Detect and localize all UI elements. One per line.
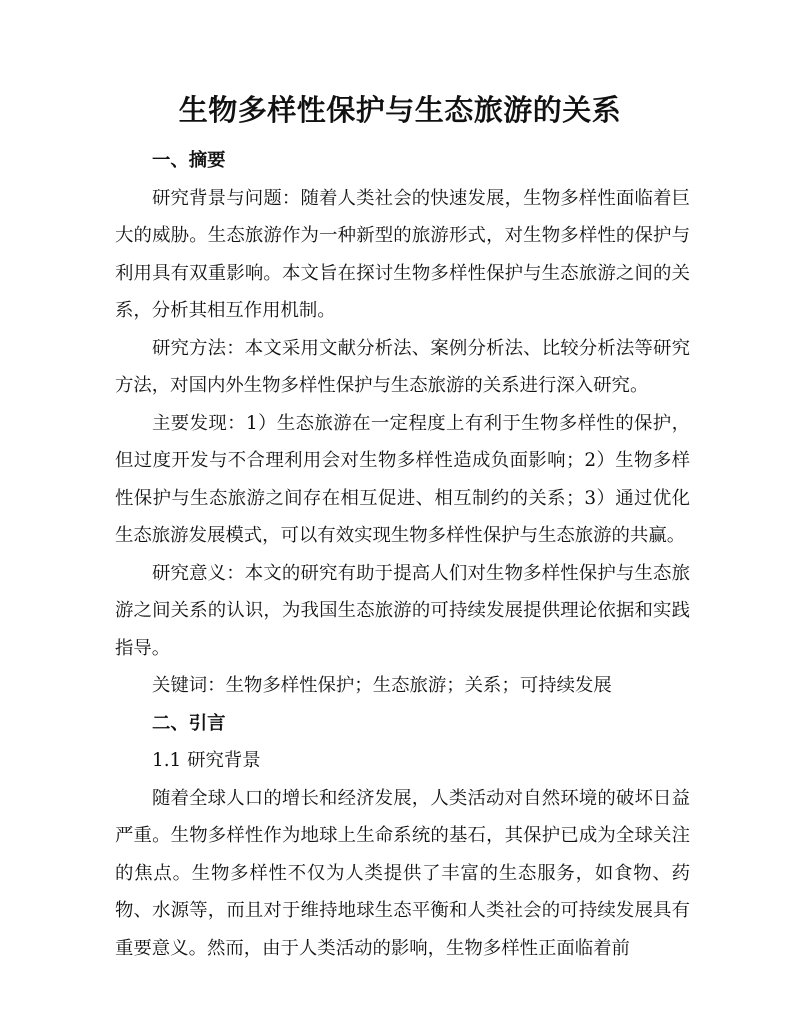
intro-paragraph: 随着全球人口的增长和经济发展，人类活动对自然环境的破坏日益严重。生物多样性作为地球上生命系统的基石，其保护已成为全球关注的焦点。生物多样性不仅为人类提供了丰富的生态服务，如食物、药物、水源等，而且对于维持地球生态平衡和人类社会的可持续发展具有重要意义。然而，由于人类活动的影响，生物多样性正面临着前 <box>115 787 690 959</box>
keywords-line: 关键词：生物多样性保护；生态旅游；关系；可持续发展 <box>152 675 612 696</box>
document-body <box>115 142 690 967</box>
abstract-heading: 一、摘要 <box>152 150 226 171</box>
methods-paragraph: 研究方法：本文采用文献分析法、案例分析法、比较分析法等研究方法，对国内外生物多样性保护与生态旅游的关系进行深入研究。 <box>115 337 690 396</box>
significance-paragraph: 研究意义：本文的研究有助于提高人们对生物多样性保护与生态旅游之间关系的认识，为我国生态旅游的可持续发展提供理论依据和实践指导。 <box>115 562 690 659</box>
intro-heading: 二、引言 <box>152 712 226 734</box>
page-title: 生物多样性保护与生态旅游的关系 <box>178 93 622 127</box>
background-paragraph: 研究背景与问题：随着人类社会的快速发展，生物多样性面临着巨大的威胁。生态旅游作为一种新型的旅游形式，对生物多样性的保护与利用具有双重影响。本文旨在探讨生物多样性保护与生态旅游之间的关系，分析其相互作用机制。 <box>115 187 690 321</box>
findings-paragraph: 主要发现：1）生态旅游在一定程度上有利于生物多样性的保护，但过度开发与不合理利用会对生物多样性造成负面影响；2）生物多样性保护与生态旅游之间存在相互促进、相互制约的关系；3）通过优化生态旅游发展模式，可以有效实现生物多样性保护与生态旅游的共赢。 <box>115 412 690 546</box>
subsection-heading: 1.1 研究背景 <box>152 750 261 771</box>
